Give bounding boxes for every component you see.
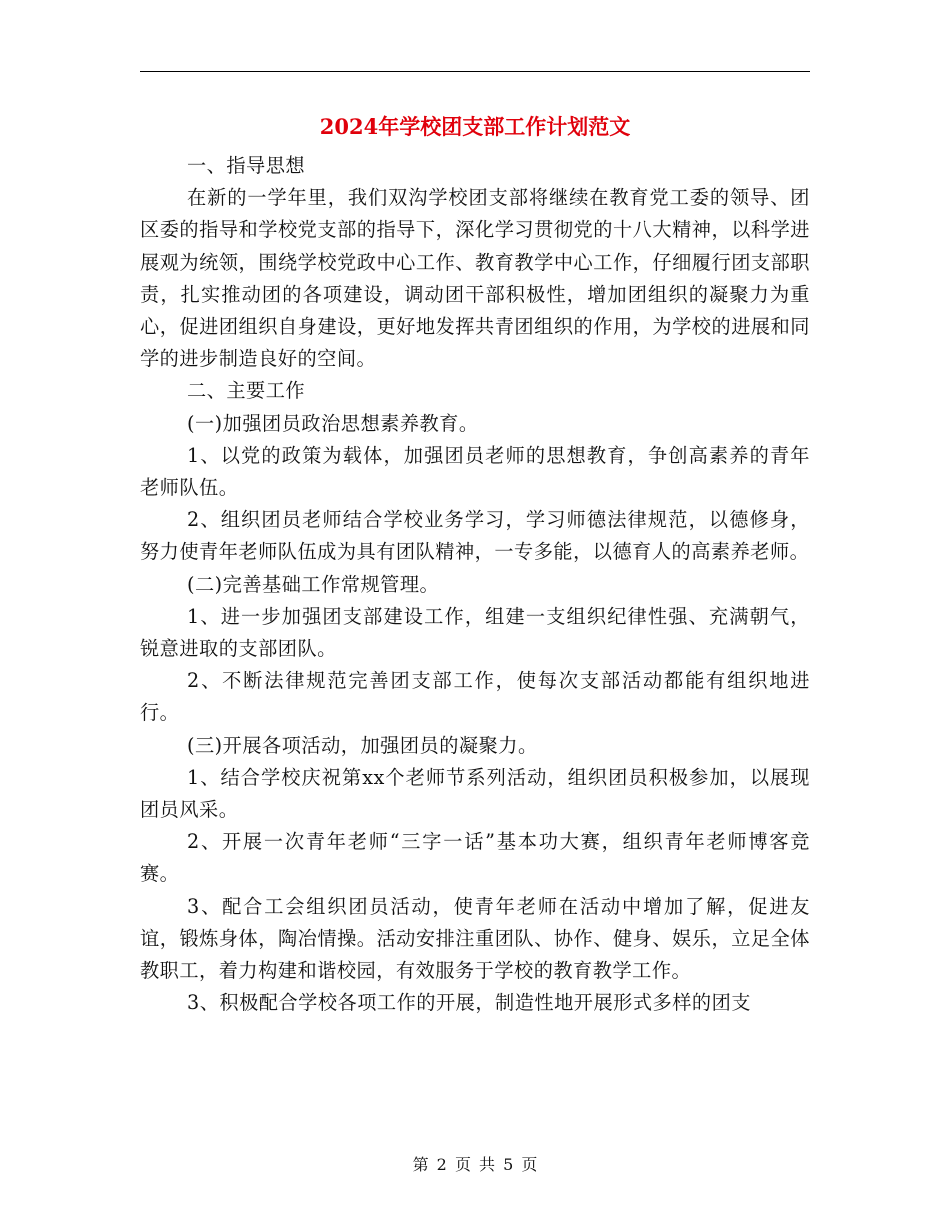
document-title: 2024年学校团支部工作计划范文: [319, 114, 631, 139]
list-item: 3、积极配合学校各项工作的开展，制造性地开展形式多样的团支: [187, 991, 751, 1015]
list-item: 1、进一步加强团支部建设工作，组建一支组织纪律性强、充满朝气，锐意进取的支部团队。: [140, 604, 810, 661]
list-item: 2、开展一次青年老师“三字一话”基本功大赛，组织青年老师博客竞赛。: [140, 830, 810, 886]
list-item: 2、不断法律规范完善团支部工作，使每次支部活动都能有组织地进行。: [140, 669, 810, 725]
section-heading-main-work: 二、主要工作: [187, 379, 306, 403]
subheading-basic-management: (二)完善基础工作常规管理。: [187, 572, 440, 596]
list-item: 1、以党的政策为载体，加强团员老师的思想教育，争创高素养的青年老师队伍。: [140, 443, 810, 500]
document-body: [140, 150, 810, 1019]
list-item: 3、配合工会组织团员活动，使青年老师在活动中增加了解，促进友谊，锻炼身体，陶冶情操。活动安排注重团队、协作、健身、娱乐，立足全体教职工，着力构建和谐校园，有效服务于学校的教育教学工作。: [140, 894, 810, 983]
paragraph-guiding-ideology: 在新的一学年里，我们双沟学校团支部将继续在教育党工委的领导、团区委的指导和学校党支部的指导下，深化学习贯彻党的十八大精神，以科学进展观为统领，围绕学校党政中心工作、教育教学中心工作，仔细履行团支部职责，扎实推动团的各项建设，调动团干部积极性，增加团组织的凝聚力为重心，促进团组织自身建设，更好地发挥共青团组织的作用，为学校的进展和同学的进步制造良好的空间。: [140, 186, 810, 371]
list-item: 1、结合学校庆祝第xx个老师节系列活动，组织团员积极参加，以展现团员风采。: [140, 765, 810, 822]
section-heading-guiding-ideology: 一、指导思想: [187, 154, 306, 177]
page-number: 第 2 页 共 5 页: [412, 1155, 538, 1174]
header-rule: [140, 71, 810, 72]
list-item: 2、组织团员老师结合学校业务学习，学习师德法律规范，以德修身，努力使青年老师队伍成为具有团队精神，一专多能，以德育人的高素养老师。: [140, 508, 810, 564]
subheading-political-education: (一)加强团员政治思想素养教育。: [187, 411, 479, 435]
subheading-activities: (三)开展各项活动，加强团员的凝聚力。: [187, 733, 538, 757]
